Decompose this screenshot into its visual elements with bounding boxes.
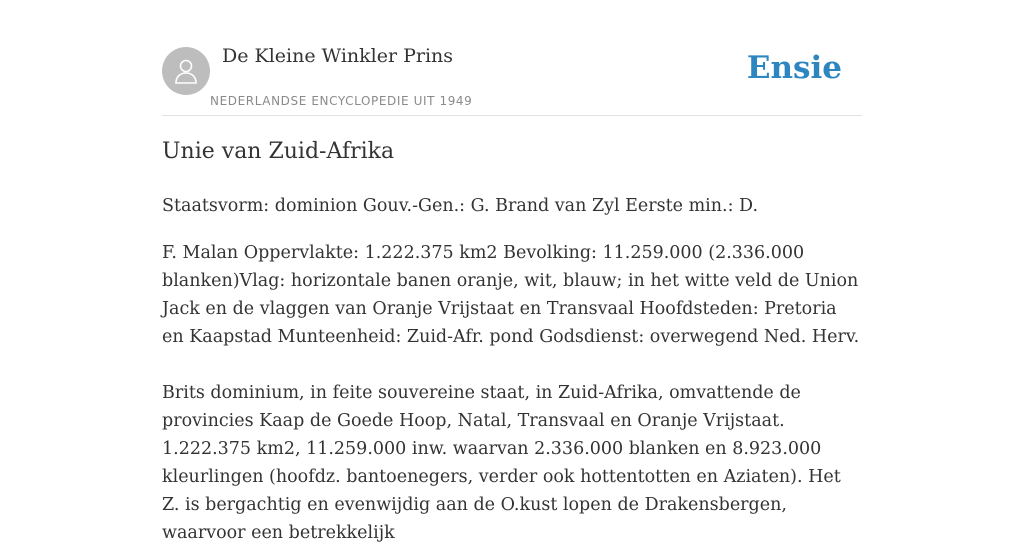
article-paragraph: F. Malan Oppervlakte: 1.222.375 km2 Bevolking: 11.259.000 (2.336.000 blanken)Vlag: horizontale banen oranje, wit, blauw; in het witte veld de Union Jack en de vlaggen van Oranje Vrijstaat en Transvaal Hoofdsteden: Pretoria en Kaapstad Munteenheid: Zuid-Afr. pond Godsdienst: overwegend Ned. Herv.	[162, 243, 860, 347]
source-header	[162, 40, 862, 116]
user-icon	[172, 57, 200, 85]
article-paragraph: Brits dominium, in feite souvereine staat, in Zuid-Afrika, omvattende de provincies Kaap de Goede Hoop, Natal, Transvaal en Oranje Vrijstaat. 1.222.375 km2, 11.259.000 inw. waarvan 2.336.000 blanken en 8.923.000 kleurlingen (hoofdz. bantoenegers, verder ook hottentotten en Aziaten). Het Z. is bergachtig en evenwijdig aan de O.kust lopen de Drakensbergen, waarvoor een betrekkelijk	[162, 383, 841, 543]
source-title[interactable]: De Kleine Winkler Prins	[222, 45, 454, 67]
page-title: Unie van Zuid-Afrika	[162, 139, 395, 164]
article-paragraph: Staatsvorm: dominion Gouv.-Gen.: G. Brand van Zyl Eerste min.: D.	[162, 196, 759, 216]
source-subtitle: NEDERLANDSE ENCYCLOPEDIE UIT 1949	[210, 94, 473, 108]
ensie-logo[interactable]: Ensie	[746, 50, 842, 86]
avatar[interactable]	[162, 47, 210, 95]
